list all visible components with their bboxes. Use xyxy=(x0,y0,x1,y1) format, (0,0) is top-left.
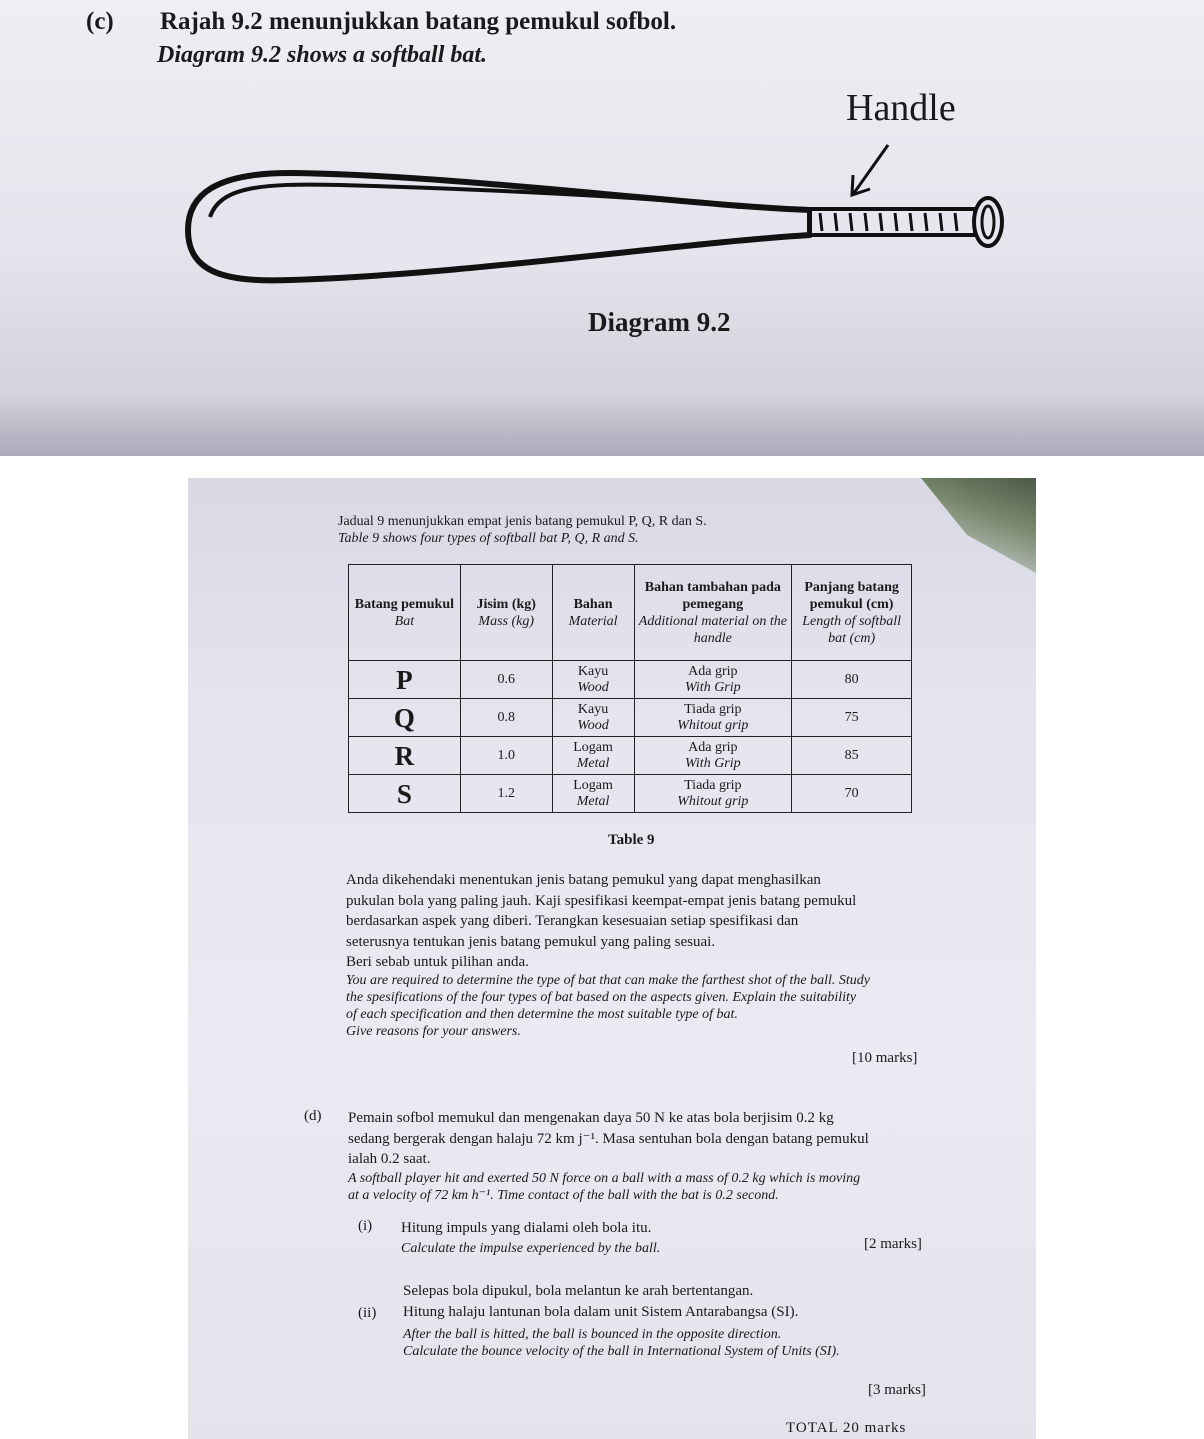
question-c-text-bm: Anda dikehendaki menentukan jenis batang pemukul yang dapat menghasilkan pukulan bola yang paling jauh. Kaji spesifikasi keempat-empat jenis batang pemukul berdasarkan aspek yang diberi. Terangkan kesesuaian setiap spesifikasi dan seterusnya tentukan jenis batang pemukul yang paling sesuai. Beri sebab untuk pilihan anda. xyxy=(346,872,857,970)
cell-material: Kayu Wood xyxy=(552,699,634,737)
cell-additional: Tiada grip Whitout grip xyxy=(634,775,792,813)
table-row xyxy=(349,737,912,775)
question-c-title-en: Diagram 9.2 shows a softball bat. xyxy=(157,42,488,68)
part-i-marks: [2 marks] xyxy=(864,1236,922,1252)
part-i-label: (i) xyxy=(358,1218,373,1234)
part-i-text-bm: Hitung impuls yang dialami oleh bola itu. xyxy=(401,1220,652,1236)
cell-length: 70 xyxy=(792,775,912,813)
table-intro-en: Table 9 shows four types of softball bat P, Q, R and S. xyxy=(338,531,639,546)
part-i-text-en: Calculate the impulse experienced by the ball. xyxy=(401,1241,661,1256)
cell-length: 80 xyxy=(792,661,912,699)
cell-mass: 0.6 xyxy=(460,661,552,699)
diagram-caption: Diagram 9.2 xyxy=(588,307,731,337)
cell-bat: Q xyxy=(349,699,461,737)
table-row xyxy=(349,699,912,737)
header-bat: Batang pemukul Bat xyxy=(349,565,461,661)
cell-length: 75 xyxy=(792,699,912,737)
handle-arrow xyxy=(854,145,888,193)
header-mass: Jisim (kg) Mass (kg) xyxy=(460,565,552,661)
cell-additional: Ada grip With Grip xyxy=(634,661,792,699)
question-c-title-bm: Rajah 9.2 menunjukkan batang pemukul sofbol. xyxy=(160,8,677,35)
softball-bat-drawing xyxy=(180,135,1020,305)
header-material: Bahan Material xyxy=(552,565,634,661)
table-header-row xyxy=(349,565,912,661)
table-row xyxy=(349,775,912,813)
cell-bat: R xyxy=(349,737,461,775)
diagram-9-2-photo xyxy=(0,0,1204,456)
cell-mass: 1.2 xyxy=(460,775,552,813)
cell-mass: 1.0 xyxy=(460,737,552,775)
table-intro-bm: Jadual 9 menunjukkan empat jenis batang pemukul P, Q, R dan S. xyxy=(338,514,707,529)
cell-material: Logam Metal xyxy=(552,737,634,775)
header-additional-material: Bahan tambahan pada pemegang Additional material on the handle xyxy=(634,565,792,661)
handle-label: Handle xyxy=(846,87,956,129)
cell-bat: S xyxy=(349,775,461,813)
cell-additional: Ada grip With Grip xyxy=(634,737,792,775)
page-gap xyxy=(0,456,1204,478)
table-caption: Table 9 xyxy=(608,832,655,848)
table-9 xyxy=(348,564,912,813)
question-c-label: (c) xyxy=(86,8,114,35)
question-c-marks: [10 marks] xyxy=(852,1050,918,1066)
part-ii-label: (ii) xyxy=(358,1305,377,1321)
question-d-label: (d) xyxy=(304,1108,322,1124)
table-9-page-photo xyxy=(188,478,1036,1439)
cell-bat: P xyxy=(349,661,461,699)
header-length: Panjang batang pemukul (cm) Length of softball bat (cm) xyxy=(792,565,912,661)
question-d-text-bm: Pemain sofbol memukul dan mengenakan daya 50 N ke atas bola berjisim 0.2 kg sedang bergerak dengan halaju 72 km j⁻¹. Masa sentuhan bola dengan batang pemukul ialah 0.2 saat. xyxy=(348,1110,869,1167)
table-row xyxy=(349,661,912,699)
cell-material: Kayu Wood xyxy=(552,661,634,699)
cell-additional: Tiada grip Whitout grip xyxy=(634,699,792,737)
part-ii-marks: [3 marks] xyxy=(868,1382,926,1398)
total-marks: TOTAL 20 marks xyxy=(786,1420,907,1436)
cell-mass: 0.8 xyxy=(460,699,552,737)
part-ii-text-bm: Selepas bola dipukul, bola melantun ke arah bertentangan. Hitung halaju lantunan bola dalam unit Sistem Antarabangsa (SI). xyxy=(403,1283,799,1320)
question-c-text-en: You are required to determine the type of bat that can make the farthest shot of the ball. Study the spesifications of the four types of bat based on the aspects given. Explain the suitability of each specification and then determine the most suitable type of bat. Give reasons for your answers. xyxy=(346,973,871,1039)
photo-shadow xyxy=(0,395,1204,456)
question-d-text-en: A softball player hit and exerted 50 N force on a ball with a mass of 0.2 kg which is moving at a velocity of 72 km h⁻¹. Time contact of the ball with the bat is 0.2 second. xyxy=(348,1171,861,1203)
cell-material: Logam Metal xyxy=(552,775,634,813)
cell-length: 85 xyxy=(792,737,912,775)
background-corner xyxy=(921,478,1036,573)
part-ii-text-en: After the ball is hitted, the ball is bounced in the opposite direction. Calculate the bounce velocity of the ball in International System of Units (SI). xyxy=(403,1327,840,1359)
